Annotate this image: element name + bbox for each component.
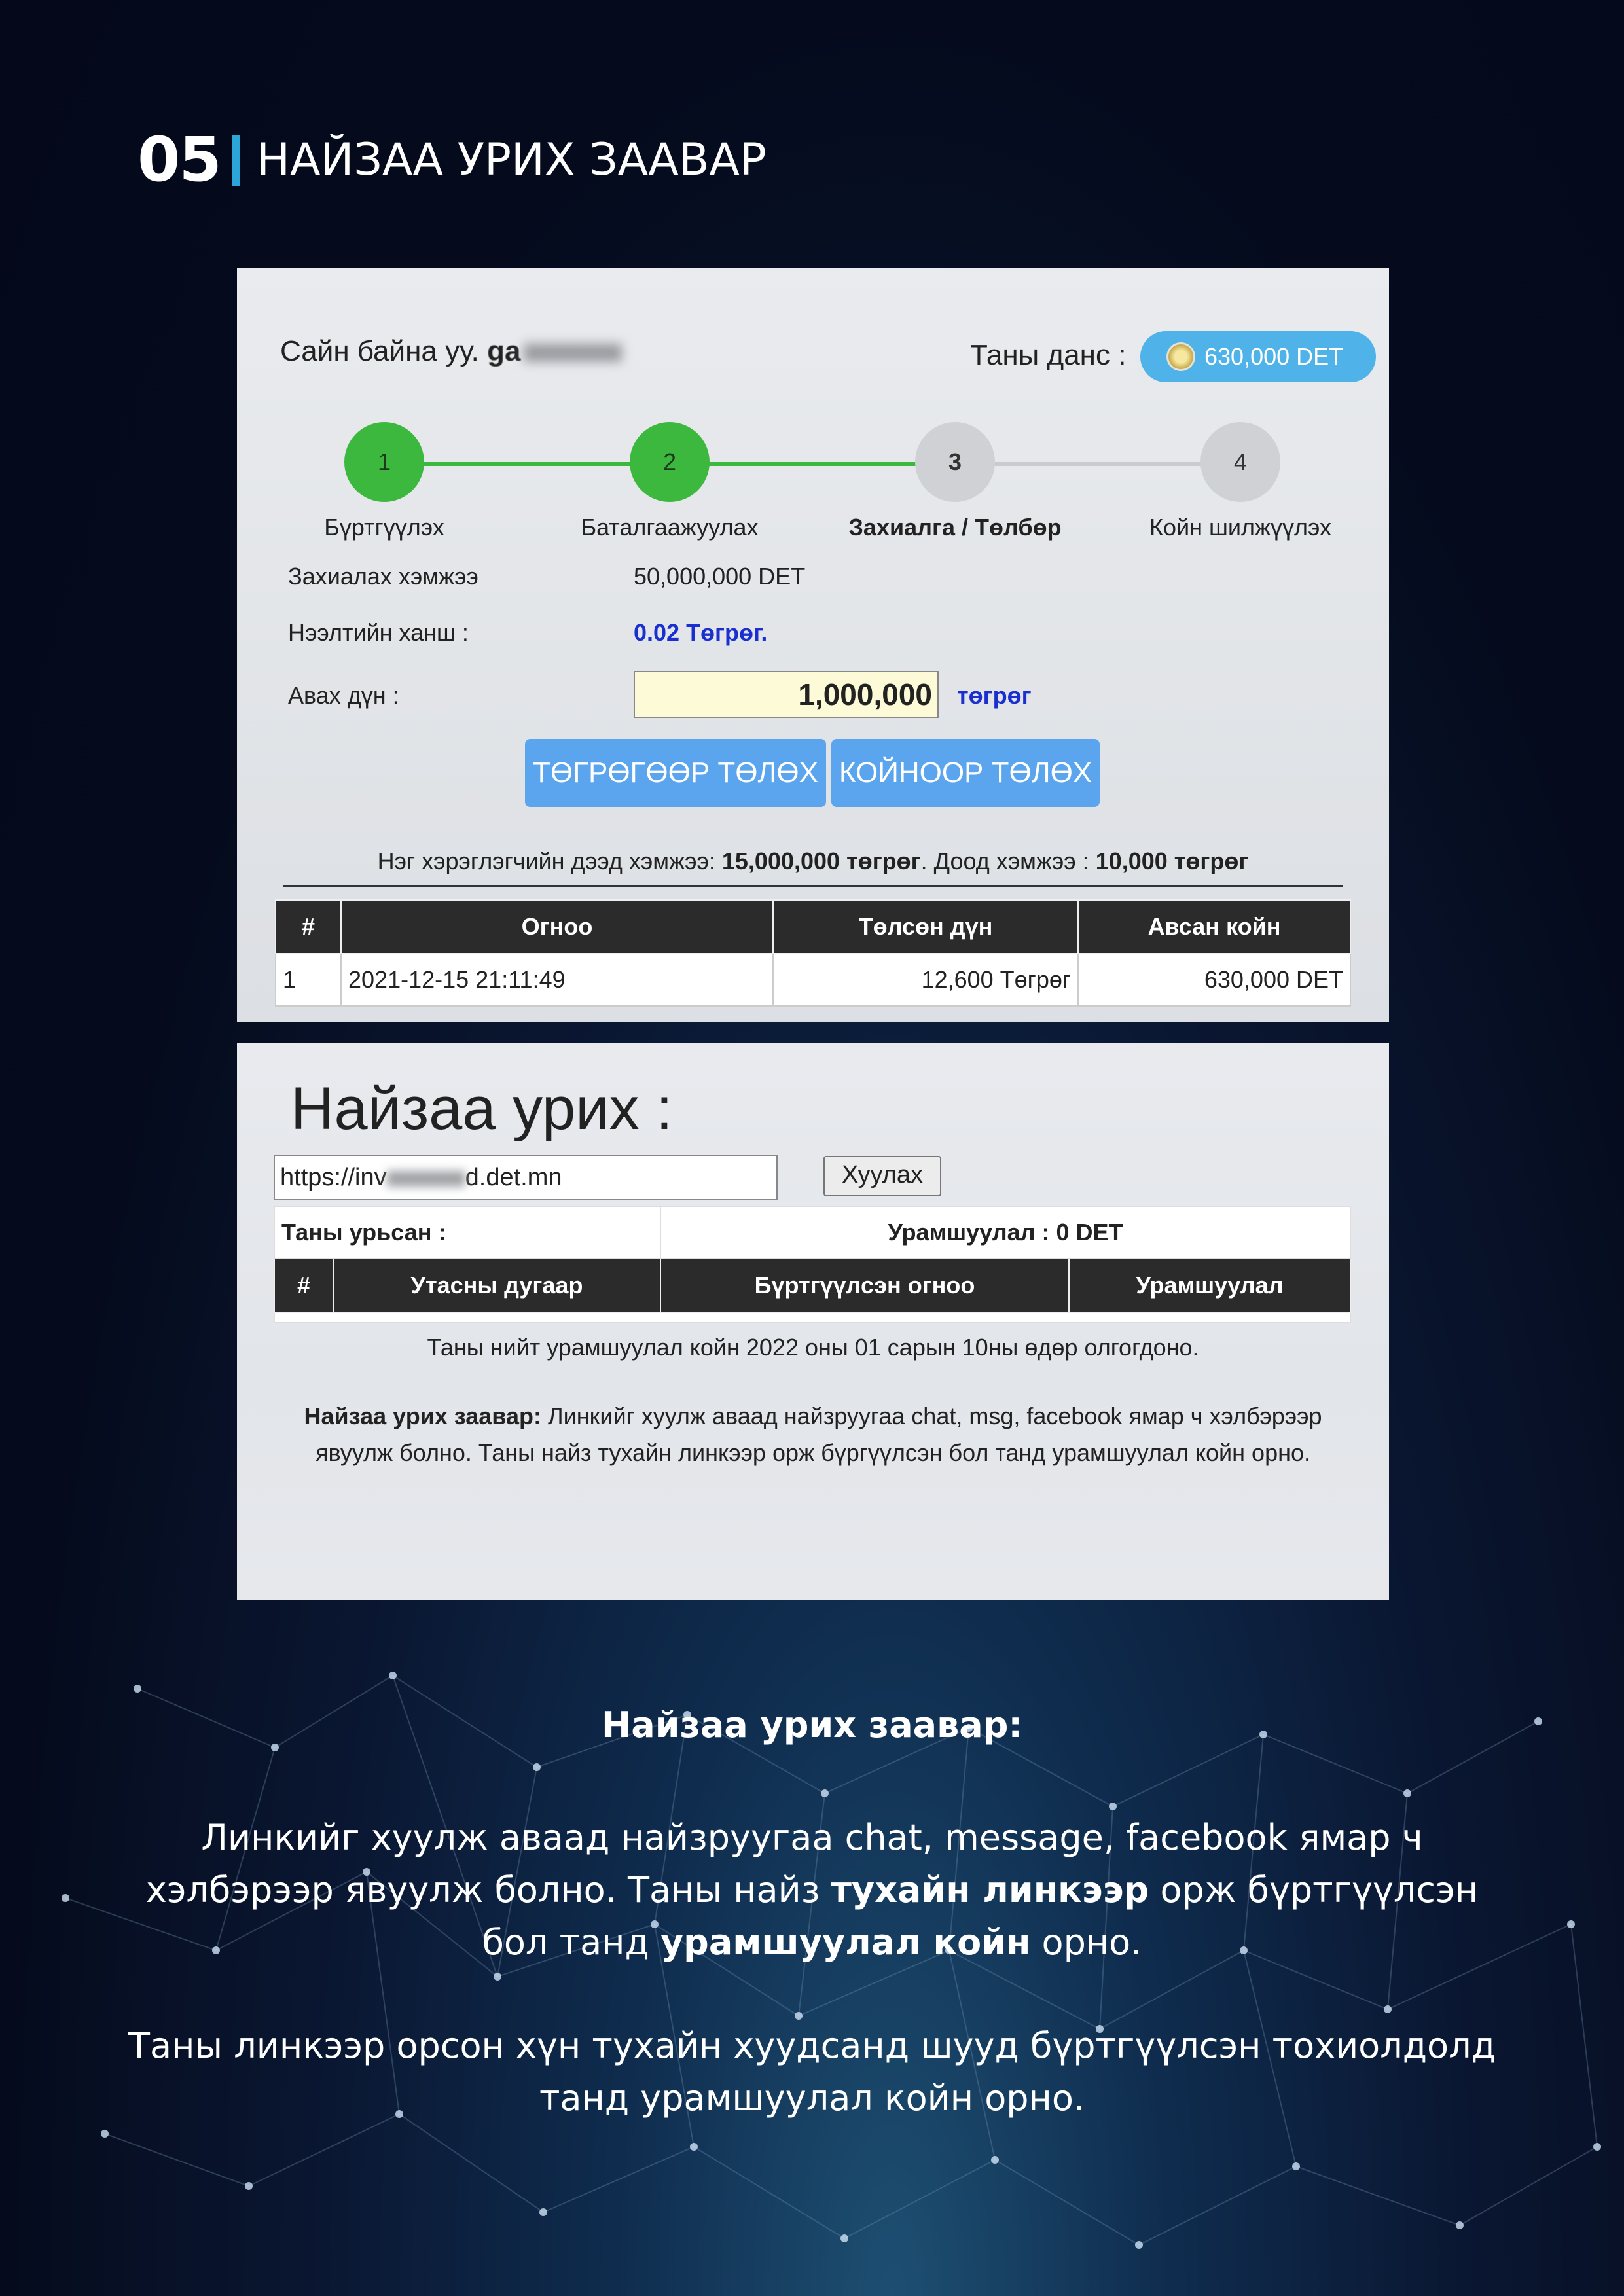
p1-bold-bonus: урамшуулал койн (660, 1922, 1031, 1963)
invite-guide-heading: Найзаа урих заавар: (304, 1403, 541, 1429)
invite-url-prefix: https://inv (280, 1164, 387, 1191)
invite-guide (237, 1398, 1389, 1471)
invite-title: Найзаа урих : (291, 1075, 673, 1142)
section-heading (137, 124, 767, 196)
buy-amount-label: Авах дүн : (288, 682, 399, 709)
col-header-registered-date: Бүртгүүлсэн огноо (660, 1259, 1069, 1312)
bottom-paragraph-1 (118, 1812, 1506, 1969)
purchase-history-table (275, 899, 1351, 1007)
order-amount-label: Захиалах хэмжээ (288, 563, 478, 590)
step-4-circle: 4 (1200, 422, 1280, 502)
col-header-coins: Авсан койн (1078, 900, 1350, 954)
invite-guide-line1: Линкийг хуулж аваад найзруугаа chat, msg, facebook ямар ч хэлбэрээр (541, 1403, 1322, 1429)
divider (283, 885, 1343, 887)
section-title: НАЙЗАА УРИХ ЗААВАР (256, 134, 767, 186)
p1-text-a: Линкийг хуулж аваад найзруугаа chat, message, facebook ямар ч хэлбэрээр явуулж болно. Таны найз (145, 1817, 1423, 1910)
rate-label: Нээлтийн ханш : (288, 619, 469, 646)
limits-prefix: Нэг хэрэглэгчийн дээд хэмжээ: (377, 848, 715, 874)
step-connector-done (384, 462, 670, 466)
invite-url-blur (387, 1171, 465, 1187)
limits-min: 10,000 төгрөг (1095, 848, 1249, 874)
cell-coins: 630,000 DET (1078, 954, 1350, 1006)
payout-note: Таны нийт урамшуулал койн 2022 оны 01 сарын 10ны өдөр олгогдоно. (427, 1334, 1199, 1361)
invite-link-field[interactable] (274, 1155, 778, 1200)
order-amount-value: 50,000,000 DET (634, 563, 806, 590)
invite-panel-screenshot (237, 1043, 1389, 1600)
p1-text-e: орно. (1030, 1922, 1142, 1963)
invite-guide-line2: явуулж болно. Таны найз тухайн линкээр орж бүргүүлсэн бол танд урамшуулал койн орно. (315, 1439, 1310, 1466)
col-header-phone: Утасны дугаар (333, 1259, 660, 1312)
buy-amount-input[interactable]: 1,000,000 (634, 671, 939, 718)
progress-steps (237, 416, 1389, 540)
balance-label: Таны данс : (970, 339, 1127, 371)
step-2-label: Баталгаажуулах (581, 514, 759, 541)
limits-max: 15,000,000 төгрөг (721, 848, 921, 874)
step-2-circle: 2 (630, 422, 710, 502)
col-header-bonus: Урамшуулал (1069, 1259, 1350, 1312)
p1-bold-link: тухайн линкээр (831, 1869, 1149, 1910)
step-4-label: Койн шилжүүлэх (1149, 514, 1332, 541)
username: ga (487, 335, 521, 367)
bottom-paragraph-2: Таны линкээр орсон хүн тухайн хуудсанд шууд бүртгүүлсэн тохиолдолд танд урамшуулал койн орно. (128, 2025, 1496, 2119)
table-row (276, 954, 1350, 1006)
empty-row (274, 1312, 1350, 1323)
greeting-text: Сайн байна уу. (280, 335, 479, 367)
limits-mid: . Доод хэмжээ : (920, 848, 1089, 874)
rate-value: 0.02 Төгрөг. (634, 619, 768, 646)
coin-icon (1166, 342, 1195, 371)
pay-with-mnt-button[interactable]: ТӨГРӨГӨӨР ТӨЛӨХ (525, 739, 826, 807)
step-1-circle: 1 (344, 422, 424, 502)
greeting (280, 335, 622, 368)
cell-num: 1 (276, 954, 341, 1006)
p1-text-c: орж бүртгүүлсэн бол танд (482, 1869, 1479, 1963)
invited-friends-table (274, 1206, 1351, 1323)
step-connector-done (670, 462, 955, 466)
col-header-date: Огноо (341, 900, 773, 954)
step-connector-todo (955, 462, 1240, 466)
balance-badge[interactable] (1140, 331, 1376, 382)
col-header-num: # (274, 1259, 333, 1312)
buy-amount-unit: төгрөг (957, 682, 1032, 709)
col-header-paid: Төлсөн дүн (773, 900, 1078, 954)
accent-bar (232, 135, 240, 186)
bonus-label: Урамшуулал : 0 DET (660, 1206, 1350, 1259)
step-3-label: Захиалга / Төлбөр (848, 514, 1062, 541)
order-panel-screenshot (237, 268, 1389, 1022)
invited-label: Таны урьсан : (274, 1206, 660, 1259)
cell-date: 2021-12-15 21:11:49 (341, 954, 773, 1006)
step-3-circle: 3 (915, 422, 995, 502)
pay-with-coin-button[interactable]: КОЙНООР ТӨЛӨХ (831, 739, 1100, 807)
section-number: 05 (137, 124, 221, 196)
col-header-num: # (276, 900, 341, 954)
invite-url-suffix: d.det.mn (465, 1164, 562, 1191)
copy-link-button[interactable]: Хуулах (823, 1156, 941, 1196)
purchase-limits (237, 848, 1389, 875)
username-blur (524, 344, 622, 362)
cell-paid: 12,600 Төгрөг (773, 954, 1078, 1006)
bottom-heading: Найзаа урих заавар: (602, 1704, 1022, 1746)
balance-value: 630,000 DET (1204, 343, 1344, 370)
step-1-label: Бүртгүүлэх (324, 514, 444, 541)
